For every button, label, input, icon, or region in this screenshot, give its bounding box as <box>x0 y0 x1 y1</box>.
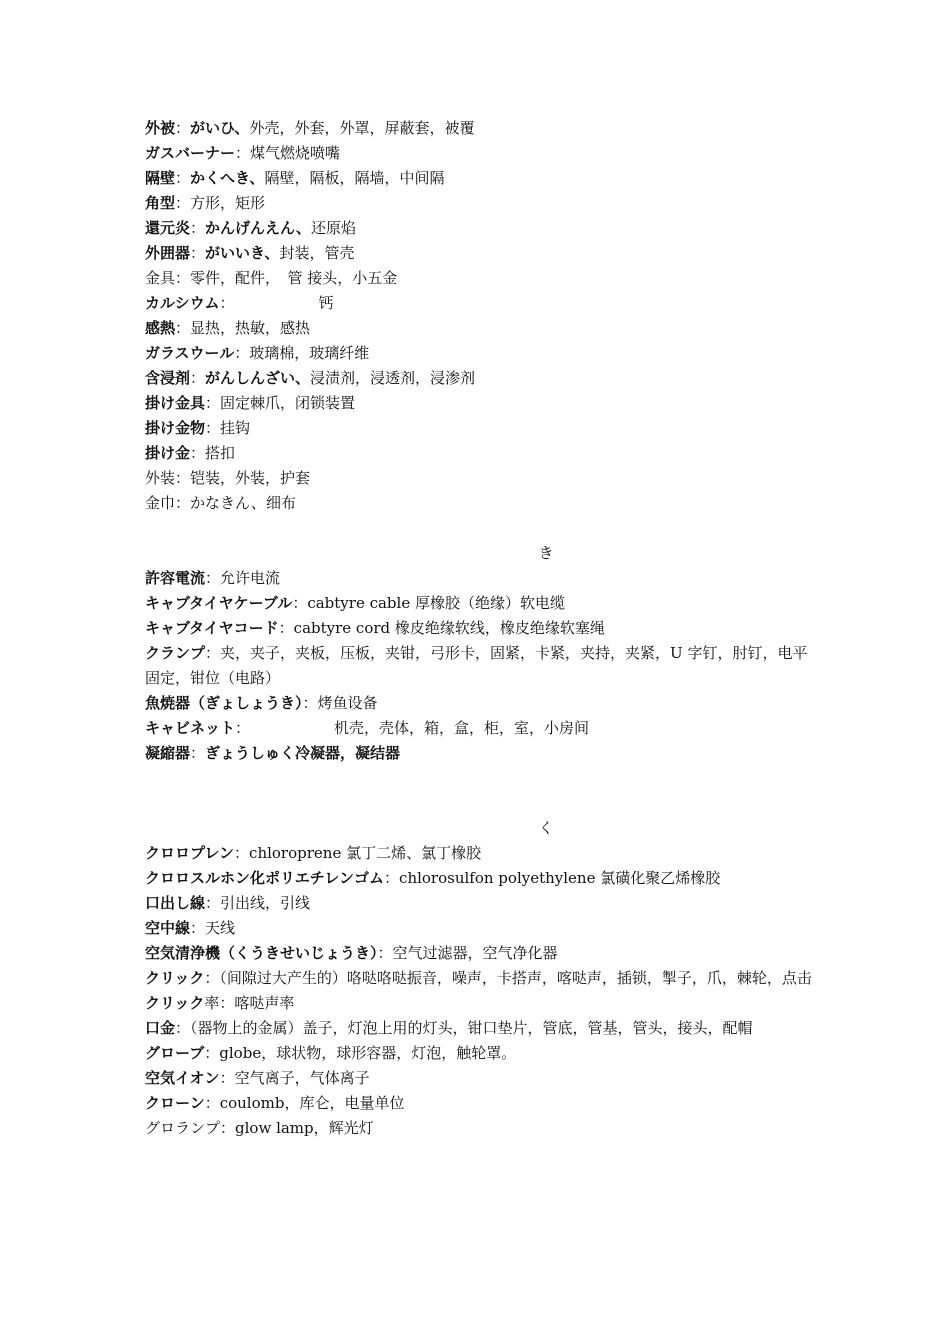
entry <box>145 366 813 391</box>
separator: ： <box>205 569 221 587</box>
definition: globe，球状物，球形容器，灯泡，触轮罩。 <box>219 1044 517 1062</box>
separator: ： <box>204 969 220 987</box>
entry <box>145 291 813 316</box>
separator: ： <box>235 719 251 737</box>
entry <box>145 316 813 341</box>
term: カルシウム <box>145 294 220 312</box>
entry <box>145 741 813 766</box>
separator: ： <box>234 844 250 862</box>
term: 口出し線 <box>145 894 206 912</box>
separator: ： <box>175 194 191 212</box>
separator: ： <box>175 319 191 337</box>
separator: ： <box>219 1069 235 1087</box>
entry <box>145 241 813 266</box>
section-heading: き <box>538 544 554 562</box>
term: 掛け金物 <box>145 419 206 437</box>
reading: かくへき、 <box>190 169 265 187</box>
reading: かんげんえん、 <box>205 219 311 237</box>
glossary-content <box>145 116 813 1141</box>
definition: 率：喀哒声率 <box>204 994 295 1012</box>
entry <box>145 641 813 691</box>
term: 空気清浄機（くうきせいじょうき） <box>145 944 378 962</box>
term: 金巾 <box>145 494 176 512</box>
definition: chlorosulfon polyethylene 氯磺化聚乙烯橡胶 <box>399 869 721 887</box>
separator: ： <box>377 944 393 962</box>
definition: 铠装，外装，护套 <box>190 469 311 487</box>
entry <box>145 1116 813 1141</box>
separator: ： <box>235 144 251 162</box>
definition: 天线 <box>205 919 236 937</box>
section-heading: く <box>538 819 554 837</box>
definition: 机壳，壳体，箱，盒，柜，室，小房间 <box>334 719 590 737</box>
entry <box>145 416 813 441</box>
term: 空中線 <box>145 919 191 937</box>
definition: 显热，热敏，感热 <box>190 319 311 337</box>
definition: 挂钩 <box>220 419 251 437</box>
separator: ： <box>190 919 206 937</box>
entry <box>145 866 813 891</box>
definition: cabtyre cable 厚橡胶（绝缘）软电缆 <box>307 594 565 612</box>
term: ガスバーナー <box>145 144 236 162</box>
term: クランプ <box>145 644 206 662</box>
definition: glow lamp，辉光灯 <box>235 1119 374 1137</box>
entry <box>145 966 813 991</box>
term: 魚焼器（ぎょしょうき） <box>145 694 303 712</box>
definition: 煤气燃烧喷嘴 <box>250 144 341 162</box>
entry <box>145 591 813 616</box>
separator: ： <box>190 444 206 462</box>
term: 含浸剤 <box>145 369 191 387</box>
definition: 允许电流 <box>220 569 281 587</box>
definition: 搭扣 <box>205 444 236 462</box>
reading: ぎょうしゅく冷凝器，凝结器 <box>205 744 401 762</box>
term: クリック <box>145 994 205 1012</box>
entry <box>145 1016 813 1041</box>
separator: ： <box>175 1019 191 1037</box>
entry <box>145 166 813 191</box>
entry <box>145 916 813 941</box>
separator: ： <box>190 369 206 387</box>
term: クロロプレン <box>145 844 235 862</box>
separator: ： <box>219 294 235 312</box>
term: クローン <box>145 1094 205 1112</box>
separator: ： <box>175 119 191 137</box>
separator: ： <box>190 244 206 262</box>
definition: 零件，配件， 管 接头，小五金 <box>190 269 398 287</box>
entry <box>145 266 813 291</box>
separator: ： <box>205 644 221 662</box>
term: グローブ <box>145 1044 205 1062</box>
separator: ： <box>175 494 191 512</box>
definition: 固定棘爪，闭锁装置 <box>220 394 356 412</box>
definition: 封装，管壳 <box>279 244 355 262</box>
entry <box>145 216 813 241</box>
definition: coulomb，库仑，电量单位 <box>219 1094 405 1112</box>
definition: 玻璃棉，玻璃纤维 <box>249 344 370 362</box>
entry <box>145 616 813 641</box>
definition: 外壳，外套，外罩，屏蔽套，被覆 <box>249 119 475 137</box>
definition: 烤鱼设备 <box>317 694 378 712</box>
definition: 空气过滤器，空气净化器 <box>392 944 558 962</box>
definition: 引出线，引线 <box>220 894 311 912</box>
term: 感熱 <box>145 319 176 337</box>
section-spacer <box>145 516 813 541</box>
definition: 钙 <box>318 294 334 312</box>
term: 空気イオン <box>145 1069 220 1087</box>
entry <box>145 941 813 966</box>
separator: ： <box>204 1094 220 1112</box>
separator: ： <box>205 419 221 437</box>
entry <box>145 391 813 416</box>
term: 外被 <box>145 119 176 137</box>
definition: 细布 <box>265 494 296 512</box>
term: キャブタイヤコード <box>145 619 279 637</box>
reading: がんしんざい、 <box>205 369 311 387</box>
term: 凝縮器 <box>145 744 191 762</box>
entry <box>145 1041 813 1066</box>
term: 口金 <box>145 1019 176 1037</box>
entry <box>145 1091 813 1116</box>
term: 角型 <box>145 194 176 212</box>
reading: がいいき、 <box>205 244 280 262</box>
entry <box>145 691 813 716</box>
separator: ： <box>278 619 294 637</box>
separator: ： <box>205 394 221 412</box>
entry <box>145 716 813 741</box>
separator: ： <box>190 219 206 237</box>
term: 隔壁 <box>145 169 176 187</box>
separator: ： <box>384 869 400 887</box>
reading: かなきん、 <box>190 494 266 512</box>
entry <box>145 491 813 516</box>
term: キャビネット <box>145 719 236 737</box>
definition: cabtyre cord 橡皮绝缘软线，橡皮绝缘软塞绳 <box>293 619 605 637</box>
term: 外囲器 <box>145 244 191 262</box>
section-spacer <box>145 766 813 816</box>
separator: ： <box>175 469 191 487</box>
entry <box>145 891 813 916</box>
term: ガラスウール <box>145 344 235 362</box>
separator: ： <box>175 169 191 187</box>
term: グロランプ <box>145 1119 221 1137</box>
definition: 还原焰 <box>310 219 356 237</box>
definition: 方形，矩形 <box>190 194 266 212</box>
term: クロロスルホン化ポリエチレンゴム <box>145 869 385 887</box>
definition: chloroprene 氯丁二烯、氯丁橡胶 <box>249 844 482 862</box>
definition: 浸渍剂，浸透剂，浸渗剂 <box>310 369 476 387</box>
definition: 隔壁，隔板，隔墙，中间隔 <box>264 169 445 187</box>
term: 還元炎 <box>145 219 191 237</box>
definition: 夹，夹子，夹板，压板，夹钳，弓形卡，固紧，卡紧，夹持，夹紧，U 字钉，肘钉，电平固定，钳位（电路） <box>145 644 808 687</box>
term: キャブタイヤケーブル <box>145 594 293 612</box>
term: 外装 <box>145 469 176 487</box>
term: 掛け金 <box>145 444 191 462</box>
separator: ： <box>220 1119 236 1137</box>
entry <box>145 191 813 216</box>
entry <box>145 841 813 866</box>
entry <box>145 466 813 491</box>
entry <box>145 141 813 166</box>
definition: （间隙过大产生的）咯哒咯哒振音，噪声，卡搭声，喀哒声，插锁，掣子，爪，棘轮，点击 <box>219 969 812 987</box>
separator: ： <box>302 694 318 712</box>
entry <box>145 341 813 366</box>
term: 金具 <box>145 269 176 287</box>
entry <box>145 116 813 141</box>
separator: ： <box>234 344 250 362</box>
definition: （器物上的金属）盖子，灯泡上用的灯头，钳口垫片，管底，管基，管头，接头，配帽 <box>190 1019 753 1037</box>
reading: がいひ、 <box>190 119 250 137</box>
entry <box>145 566 813 591</box>
term: クリック <box>145 969 205 987</box>
term: 掛け金具 <box>145 394 206 412</box>
entry <box>145 991 813 1016</box>
separator: ： <box>205 894 221 912</box>
separator: ： <box>204 1044 220 1062</box>
entry <box>145 1066 813 1091</box>
separator: ： <box>190 744 206 762</box>
separator: ： <box>292 594 308 612</box>
definition: 空气离子，气体离子 <box>234 1069 370 1087</box>
separator: ： <box>175 269 191 287</box>
term: 許容電流 <box>145 569 206 587</box>
entry <box>145 441 813 466</box>
